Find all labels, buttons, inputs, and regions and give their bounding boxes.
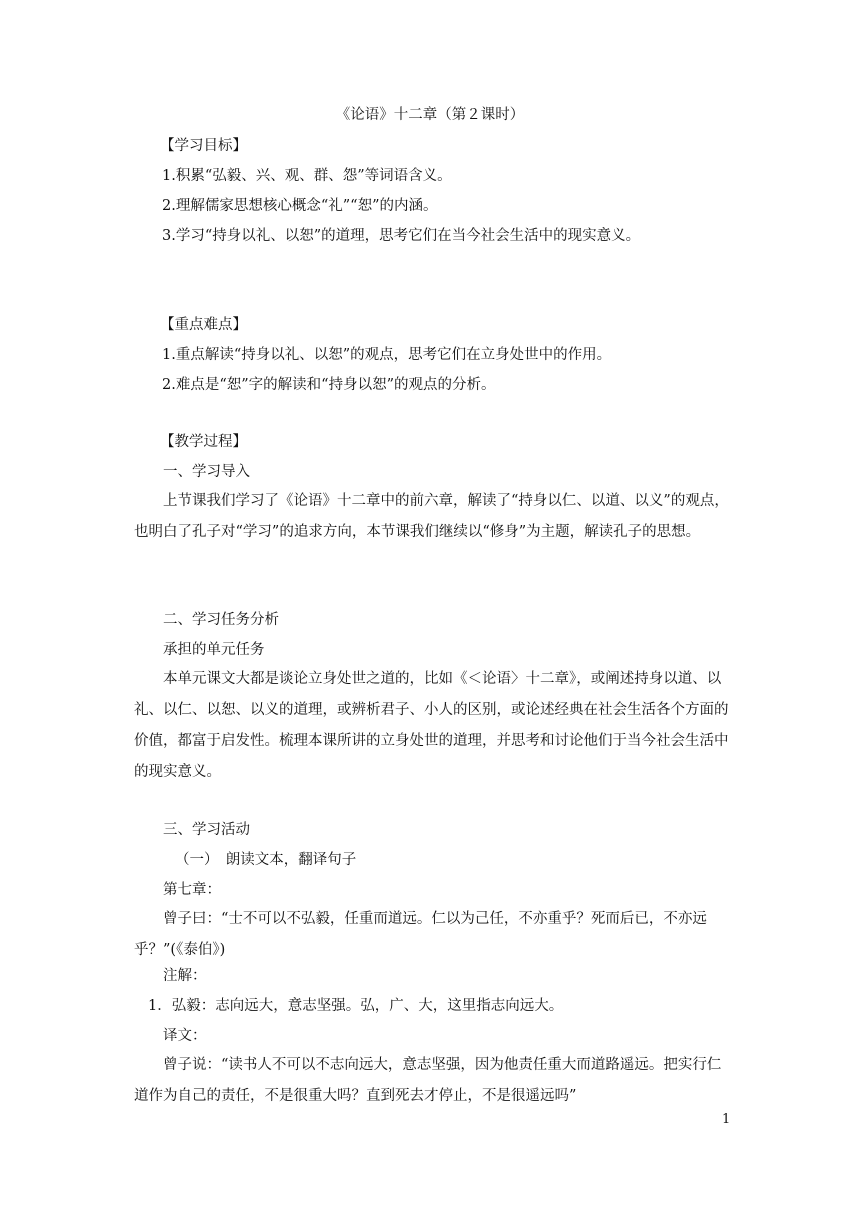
document-title: 《论语》十二章（第２课时） [335, 107, 525, 123]
keypoints-heading: 【重点难点】 [160, 317, 247, 333]
page-number: 1 [722, 1112, 731, 1127]
translation-paragraph: 曾子说：“读书人不可以不志向远大，意志坚强，因为他责任重大而道路遥远。把实行仁道作为自己的责任，不是很重大吗？直到死去才停止，不是很遥远吗” [134, 1057, 722, 1104]
section-2-paragraph: 本单元课文大都是谈论立身处世之道的，比如《＜论语〉十二章》，或阐述持身以道、以礼、以仁、以恕、以义的道理，或辨析君子、小人的区别，或论述经典在社会生活各个方面的价值，都富于启发性。梳理本课所讲的立身处世的道理，并思考和讨论他们于当今社会生活中的现实意义。 [134, 671, 729, 780]
section-1-paragraph: 上节课我们学习了《论语》十二章中的前六章，解读了“持身以仁、以道、以义”的观点，也明白了孔子对“学习”的追求方向，本节课我们继续以“修身”为主题，解读孔子的思想。 [134, 493, 729, 540]
objective-item-1: 1.积累“弘毅、兴、观、群、怨”等词语含义。 [162, 168, 452, 184]
section-2-subtitle: 承担的单元任务 [163, 642, 265, 658]
section-3-title: 三、学习活动 [163, 822, 250, 838]
translation-label: 译文： [163, 1028, 207, 1044]
objective-item-2: 2.理解儒家思想核心概念“礼”“恕”的内涵。 [162, 198, 438, 214]
keypoint-item-1: 1.重点解读“持身以礼、以恕”的观点，思考它们在立身处世中的作用。 [162, 347, 612, 363]
section-1-title: 一、学习导入 [163, 464, 250, 480]
section-3-subtitle: （一） 朗读文本，翻译句子 [175, 852, 357, 868]
keypoint-item-2: 2.难点是“恕”字的解读和“持身以恕”的观点的分析。 [162, 377, 496, 393]
chapter-label: 第七章： [163, 882, 221, 898]
note-label: 注解： [163, 968, 207, 984]
objectives-heading: 【学习目标】 [160, 138, 247, 154]
process-heading: 【教学过程】 [160, 434, 247, 450]
objective-item-3: 3.学习“持身以礼、以恕”的道理，思考它们在当今社会生活中的现实意义。 [162, 228, 641, 244]
section-2-title: 二、学习任务分析 [163, 612, 279, 628]
note-item-1: 1．弘毅：志向远大，意志坚强。弘，广、大，这里指志向远大。 [148, 998, 564, 1014]
chapter-quote: 曾子曰：“士不可以不弘毅，任重而道远。仁以为己任，不亦重乎？死而后已，不亦远乎？”(《泰伯》) [134, 911, 707, 958]
